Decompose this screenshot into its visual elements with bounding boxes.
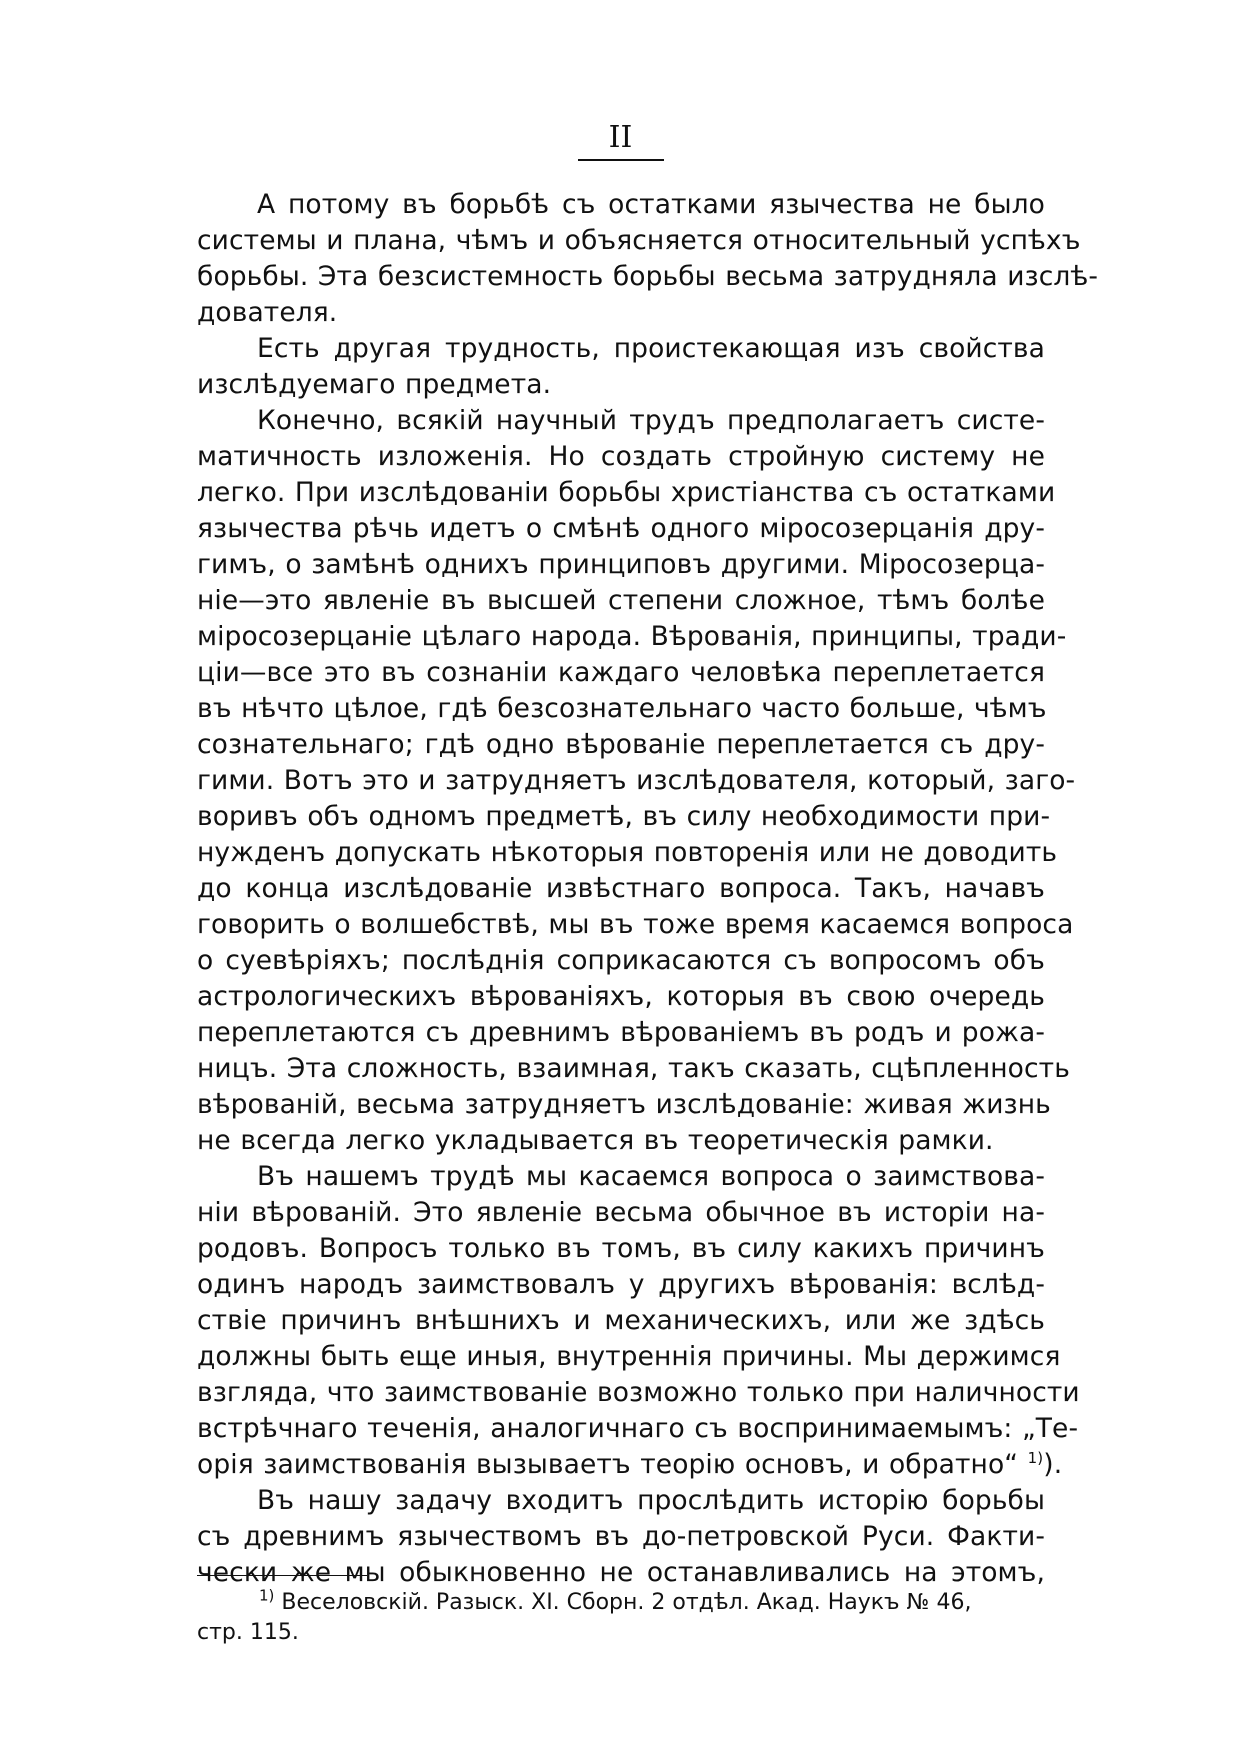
- footnote-line: стр. 115.: [197, 1620, 299, 1645]
- text-line: изслѣдуемаго предмета.: [197, 369, 552, 400]
- text-line: воривъ объ одномъ предметѣ, въ силу необходимости при-: [197, 801, 1051, 832]
- text-line: вѣрованій, весьма затрудняетъ изслѣдованіе: живая жизнь: [197, 1089, 1051, 1120]
- footnote-reference[interactable]: 1): [1027, 1449, 1044, 1468]
- text-line: Въ нашемъ трудѣ мы касаемся вопроса о заимствова-: [257, 1161, 1045, 1192]
- text-line: легко. При изслѣдованіи борьбы христіанства съ остатками: [197, 477, 1056, 508]
- text-line: борьбы. Эта безсистемность борьбы весьма затрудняла изслѣ-: [197, 261, 1099, 292]
- text-line: матичность изложенія. Но создать стройную систему не: [197, 441, 1045, 472]
- paragraph: [197, 1159, 1080, 1483]
- text-line: ціи—все это въ сознаніи каждаго человѣка переплетается: [197, 657, 1045, 688]
- text-line: о суевѣріяхъ; послѣднія соприкасаются съ вопросомъ объ: [197, 945, 1045, 976]
- text-line: должны быть еще иныя, внутреннія причины. Мы держимся: [197, 1341, 1061, 1372]
- text-line: Конечно, всякій научный трудъ предполагаетъ систе-: [257, 405, 1045, 436]
- text-line: съ древнимъ язычествомъ въ до-петровской Руси. Факти-: [197, 1521, 1045, 1552]
- text-line: сознательнаго; гдѣ одно вѣрованіе переплетается съ дру-: [197, 729, 1045, 760]
- footnote-text: Веселовскій. Разыск. XI. Сборн. 2 отдѣл. Акад. Наукъ № 46,: [281, 1590, 972, 1615]
- text-line: въ нѣчто цѣлое, гдѣ безсознательнаго часто больше, чѣмъ: [197, 693, 1047, 724]
- text-line: родовъ. Вопросъ только въ томъ, въ силу какихъ причинъ: [197, 1233, 1045, 1264]
- page-number: II: [608, 120, 633, 155]
- text-line: встрѣчнаго теченія, аналогичнаго съ воспринимаемымъ: „Те-: [197, 1413, 1079, 1444]
- paragraph: [197, 187, 1099, 331]
- text-line: гимъ, о замѣнѣ однихъ принциповъ другими. Міросозерца-: [197, 549, 1045, 580]
- text-line: язычества рѣчь идетъ о смѣнѣ одного міросозерцанія дру-: [197, 513, 1045, 544]
- text-line-content: орія заимствованія вызываетъ теорію основъ, и обратно“: [197, 1449, 1019, 1480]
- text-line: міросозерцаніе цѣлаго народа. Вѣрованія, принципы, тради-: [197, 621, 1067, 652]
- footnote-line: [197, 1588, 1045, 1618]
- text-line: Есть другая трудность, проистекающая изъ свойства: [257, 333, 1045, 364]
- footnote: [197, 1588, 1045, 1648]
- text-line-suffix: ).: [1043, 1449, 1063, 1480]
- text-line: дователя.: [197, 297, 338, 328]
- text-line: до конца изслѣдованіе извѣстнаго вопроса. Такъ, начавъ: [197, 873, 1045, 904]
- text-line: ніи вѣрованій. Это явленіе весьма обычное въ исторіи на-: [197, 1197, 1045, 1228]
- text-line: говорить о волшебствѣ, мы въ тоже время касаемся вопроса: [197, 909, 1074, 940]
- text-line: взгляда, что заимствованіе возможно только при наличности: [197, 1377, 1080, 1408]
- text-line: системы и плана, чѣмъ и объясняется относительный успѣхъ: [197, 225, 1081, 256]
- header-rule: [578, 159, 664, 161]
- paragraph: [197, 403, 1076, 1159]
- text-line: не всегда легко укладывается въ теоретическія рамки.: [197, 1125, 994, 1156]
- footnote-rule: [197, 1575, 367, 1576]
- text-line: ніе—это явленіе въ высшей степени сложное, тѣмъ болѣе: [197, 585, 1045, 616]
- text-line: [197, 1447, 1063, 1483]
- text-line: одинъ народъ заимствовалъ у другихъ вѣрованія: вслѣд-: [197, 1269, 1045, 1300]
- paragraph: [197, 331, 1045, 403]
- text-line: чески же мы обыкновенно не останавливались на этомъ,: [197, 1557, 1045, 1588]
- text-line: переплетаются съ древнимъ вѣрованіемъ въ родъ и рожа-: [197, 1017, 1045, 1048]
- text-line: гими. Вотъ это и затрудняетъ изслѣдователя, который, заго-: [197, 765, 1076, 796]
- text-line: нужденъ допускать нѣкоторыя повторенія или не доводить: [197, 837, 1058, 868]
- footnote-marker: 1): [259, 1586, 275, 1605]
- text-line: А потому въ борьбѣ съ остатками язычества не было: [257, 189, 1045, 220]
- body-text: [197, 187, 1099, 1591]
- text-line: астрологическихъ вѣрованіяхъ, которыя въ свою очередь: [197, 981, 1045, 1012]
- text-line: ницъ. Эта сложность, взаимная, такъ сказать, сцѣпленность: [197, 1053, 1070, 1084]
- text-line: ствіе причинъ внѣшнихъ и механическихъ, или же здѣсь: [197, 1305, 1045, 1336]
- text-line: Въ нашу задачу входитъ прослѣдить исторію борьбы: [257, 1485, 1045, 1516]
